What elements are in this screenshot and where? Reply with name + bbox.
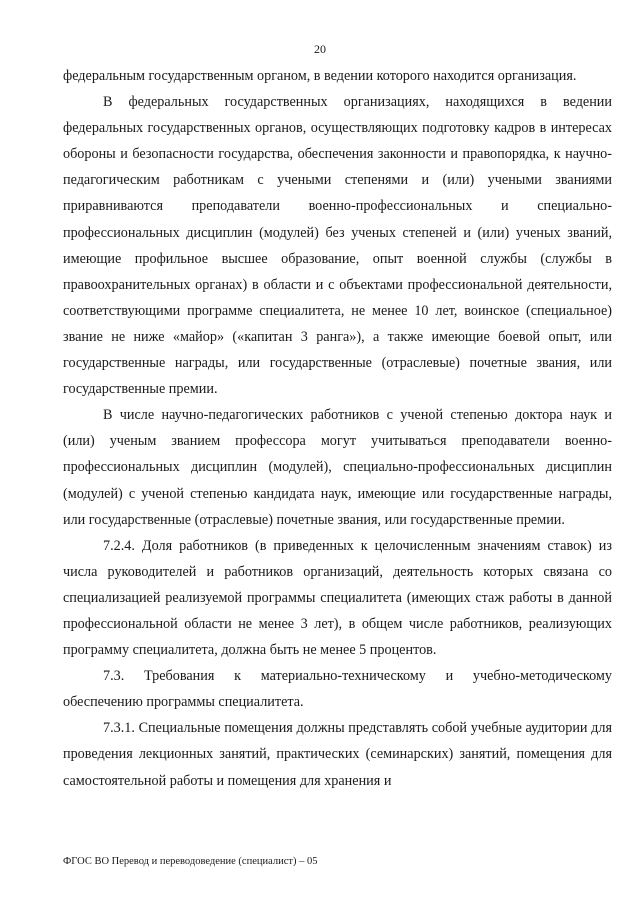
- paragraph-continuation: федеральным государственным органом, в ведении которого находится организация.: [63, 68, 577, 84]
- paragraph-7-3-1: 7.3.1. Специальные помещения должны представлять собой учебные аудитории для проведения лекционных занятий, практических (семинарских) занятий, помещения для самостоятельной работы и помещения для хранения и: [63, 720, 612, 789]
- paragraph-7-2-4: 7.2.4. Доля работников (в приведенных к целочисленным значениям ставок) из числа руководителей и работников организаций, деятельность которых связана со специализацией реализуемой программы специалитета (имеющих стаж работы в данной профессиональной области не менее 3 лет), в общем числе работников, реализующих программу специалитета, должна быть не менее 5 процентов.: [63, 537, 612, 659]
- paragraph-7-3: 7.3. Требования к материально-техническому и учебно-методическому обеспечению программы специалитета.: [63, 668, 612, 711]
- paragraph-doctors-professors: В числе научно-педагогических работников с ученой степенью доктора наук и (или) ученым званием профессора могут учитываться преподаватели военно-профессиональных дисциплин (модулей), специально-профессиональных дисциплин (модулей) с ученой степенью кандидата наук, имеющие или государственные награды, или государственные (отраслевые) почетные звания, или государственные премии.: [63, 407, 612, 528]
- paragraph-federal-organizations: В федеральных государственных организациях, находящихся в ведении федеральных государственных органов, осуществляющих подготовку кадров в интересах обороны и безопасности государства, обеспечения законности и правопорядка, к научно-педагогическим работникам с учеными степенями и (или) учеными званиями приравниваются преподаватели военно-профессиональных и специально-профессиональных дисциплин (модулей) без ученых степеней и (или) ученых званий, имеющие профильное высшее образование, опыт военной службы (службы в правоохранительных органах) в области и с объектами профессиональной деятельности, соответствующими программе специалитета, не менее 10 лет, воинское (специальное) звание не ниже «майор» («капитан 3 ранга»), а также имеющие боевой опыт, или государственные награды, или государственные (отраслевые) почетные звания, или государственные премии.: [63, 94, 612, 398]
- document-footer: ФГОС ВО Перевод и переводоведение (специалист) – 05: [63, 856, 318, 867]
- page-number: 20: [314, 42, 326, 56]
- document-body: [63, 63, 612, 794]
